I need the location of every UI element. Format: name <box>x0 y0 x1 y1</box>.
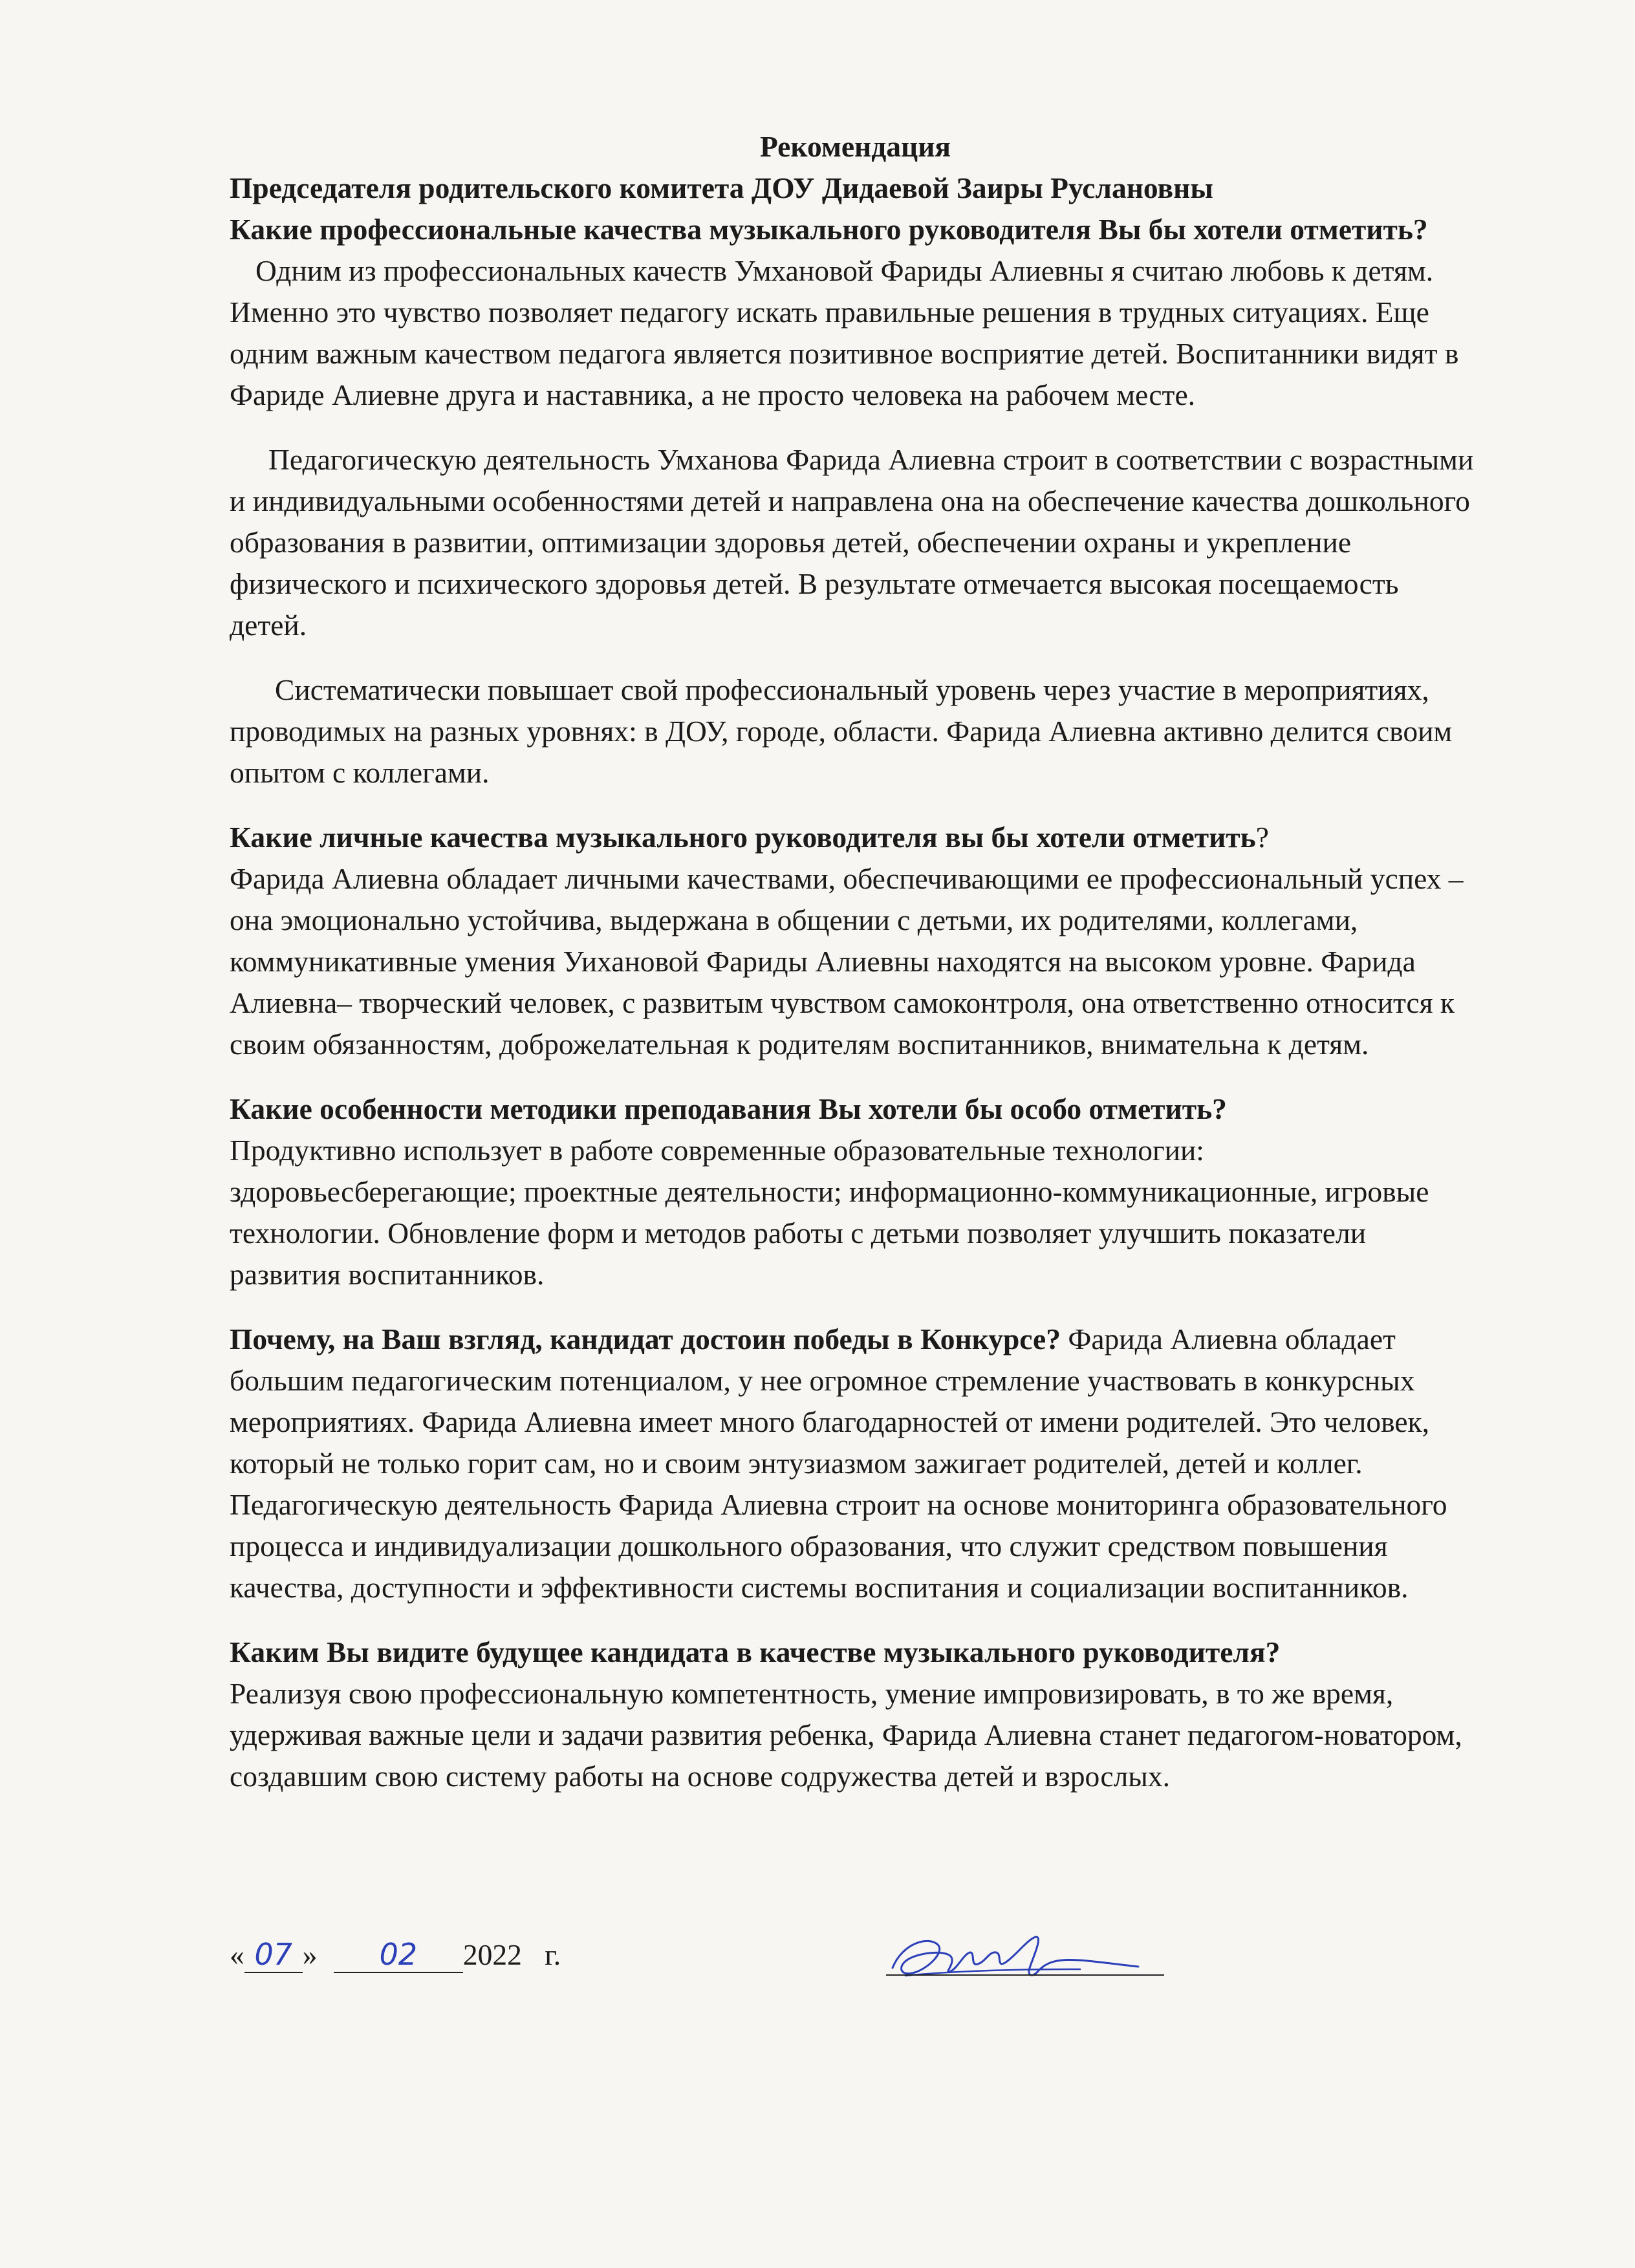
date-day-blank <box>244 1937 303 1973</box>
date-signature-footer <box>230 1937 1481 1995</box>
year-suffix: г. <box>545 1938 561 1971</box>
document-body <box>230 126 1481 1820</box>
quote-close: » <box>302 1938 318 1971</box>
date-line <box>230 1937 561 1973</box>
signature-line <box>886 1974 1164 1976</box>
question-why-worthy-line <box>230 1319 1481 1608</box>
question-future: Каким Вы видите будущее кандидата в качестве музыкального руководителя? <box>230 1636 1281 1669</box>
handwritten-signature-image <box>867 1930 1171 1989</box>
paragraph-6: Фарида Алиевна обладает большим педагогическим потенциалом, у нее огромное стремление участвовать в конкурсных мероприятиях. Фарида Алиевна имеет много благодарностей от имени родителей. Это человек, который не только горит сам, но и своим энтузиазмом зажигает родителей, детей и коллег. Педагогическую деятельность Фарида Алиевна строит на основе мониторинга образовательного процесса и индивидуализации дошкольного образования, что служит средством повышения качества, доступности и эффективности системы воспитания и социализации воспитанников. <box>230 1323 1447 1604</box>
paragraph-5: Продуктивно использует в работе современные образовательные технологии: здоровьесберегающие; проектные деятельности; информационно-коммуникационные, игровые технологии. Обновление форм и методов работы с детьми позволяет улучшить показатели развития воспитанников. <box>230 1134 1429 1291</box>
question-why-worthy: Почему, на Ваш взгляд, кандидат достоин победы в Конкурсе? <box>230 1323 1061 1355</box>
question-mark: ? <box>1255 821 1269 854</box>
paragraph-7: Реализуя свою профессиональную компетентность, умение импровизировать, в то же время, удерживая важные цели и задачи развития ребенка, Фарида Алиевна станет педагогом-новатором, создавшим свою систему работы на основе содружества детей и взрослых. <box>230 1677 1462 1793</box>
document-title: Рекомендация <box>759 130 951 163</box>
date-month-handwritten: 02 <box>379 1937 418 1972</box>
question-methodology: Какие особенности методики преподавания Вы хотели бы особо отметить? <box>230 1092 1227 1125</box>
date-month-blank <box>334 1937 463 1973</box>
date-day-handwritten: 07 <box>254 1937 293 1972</box>
paragraph-1: Одним из профессиональных качеств Умхановой Фариды Алиевны я считаю любовь к детям. Именно это чувство позволяет педагогу искать правильные решения в трудных ситуациях. Еще одним важным качеством педагога является позитивное восприятие детей. Воспитанники видят в Фариде Алиевне друга и наставника, а не просто человека на рабочем месте. <box>230 254 1459 411</box>
paragraph-4: Фарида Алиевна обладает личными качествами, обеспечивающими ее профессиональный успех – она эмоционально устойчива, выдержана в общении с детьми, их родителями, коллегами, коммуникативные умения Уихановой Фариды Алиевны находятся на высоком уровне. Фарида Алиевна– творческий человек, с развитым чувством самоконтроля, она ответственно относится к своим обязанностям, доброжелательная к родителям воспитанников, внимательна к детям. <box>230 862 1464 1061</box>
date-year: 2022 <box>462 1938 522 1971</box>
question-personal-qualities: Какие личные качества музыкального руководителя вы бы хотели отметить <box>230 821 1256 854</box>
document-subtitle: Председателя родительского комитета ДОУ Дидаевой Заиры Руслановны <box>230 171 1213 204</box>
paragraph-3: Систематически повышает свой профессиональный уровень через участие в мероприятиях, проводимых на разных уровнях: в ДОУ, городе, области. Фарида Алиевна активно делится своим опытом с коллегами. <box>230 673 1453 789</box>
quote-open: « <box>230 1938 244 1971</box>
paragraph-2: Педагогическую деятельность Умханова Фарида Алиевна строит в соответствии с возрастными и индивидуальными особенностями детей и направлена она на обеспечение качества дошкольного образования в развитии, оптимизации здоровья детей, обеспечении охраны и укрепление физического и психического здоровья детей. В результате отмечается высокая посещаемость детей. <box>230 443 1474 642</box>
question-personal-qualities-line <box>230 817 1481 858</box>
question-professional-qualities: Какие профессиональные качества музыкального руководителя Вы бы хотели отметить? <box>230 213 1428 246</box>
signature <box>867 1930 1171 1989</box>
